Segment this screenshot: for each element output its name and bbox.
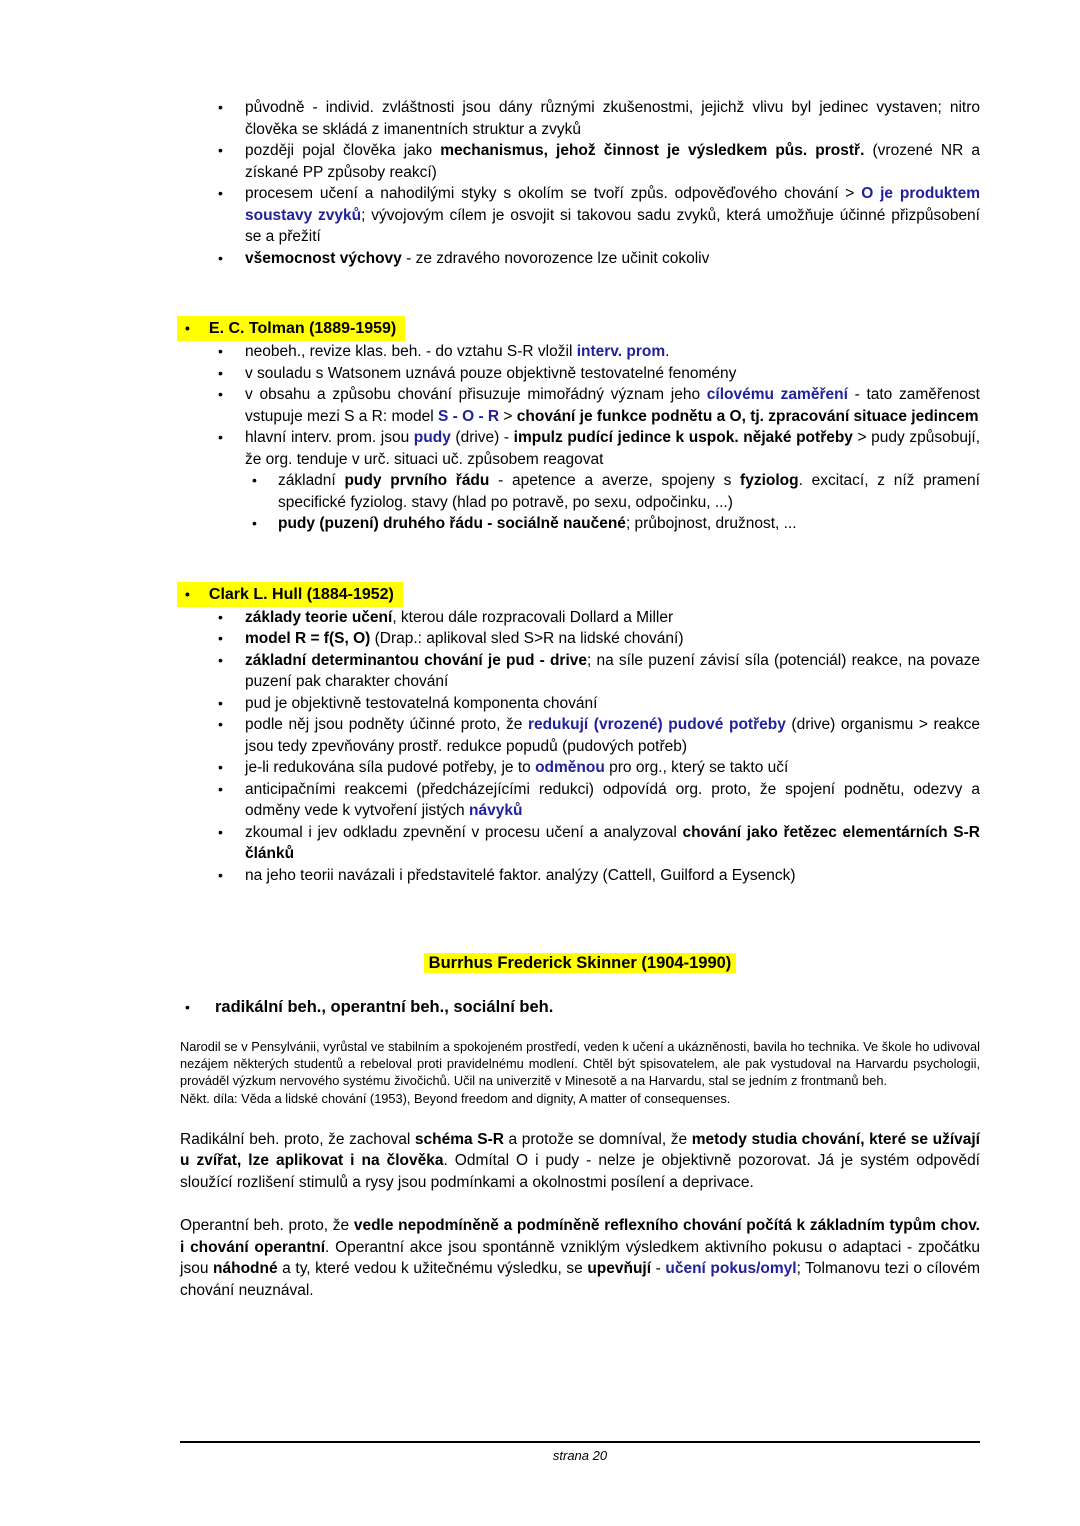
bullet-icon: •: [218, 823, 223, 840]
emphasis-blue-text: cílovému zaměření: [706, 386, 848, 403]
page-number: strana 20: [552, 1448, 608, 1463]
text-segment: - ze zdravého novorozence lze učinit cokoliv: [401, 249, 710, 267]
text-segment: . excitací, z níž pramení specifické fyziolog. stavy (hlad po potravě, po sexu, odpočinku, ...): [278, 472, 980, 511]
emphasis-bold-text: všemocnost výchovy: [245, 249, 402, 267]
text-segment: .: [665, 343, 670, 360]
emphasis-blue-text: návyků: [469, 802, 523, 819]
list-item: [180, 363, 980, 385]
main-title: [180, 952, 980, 974]
section-heading-text: E. C. Tolman (1889-1959): [208, 320, 397, 337]
text-segment: (drive) organismu > reakce jsou tedy zpevňovány prostř. redukce popudů (pudových potřeb): [245, 716, 981, 755]
bullet-icon: •: [185, 320, 190, 336]
footer-divider: [180, 1441, 980, 1443]
text-segment: Někt. díla: Věda a lidské chování (1953), Beyond freedom and dignity, A matter of consequenses.: [180, 1090, 731, 1106]
list-item: [180, 714, 980, 757]
list-item: [180, 341, 980, 363]
text-segment: a protože se domníval, že: [503, 1130, 692, 1148]
text-segment: - tato zaměřenost vstupuje mezi S a R: model: [245, 386, 980, 425]
bullet-icon: •: [252, 472, 257, 488]
text-segment: v souladu s Watsonem uznává pouze objektivně testovatelné fenomény: [245, 364, 737, 382]
bullet-icon: •: [218, 866, 223, 883]
bullet-icon: •: [218, 608, 223, 625]
section-heading: [180, 582, 980, 607]
bullet-icon: •: [185, 999, 190, 1015]
text-segment: podle něj jsou podněty účinné proto, že: [245, 716, 528, 733]
text-segment: . Operantní akce jsou spontánně vzniklým výsledkem aktivního pokusu o adaptaci - zpočátku jsou: [180, 1238, 980, 1278]
highlighted-title: Burrhus Frederick Skinner (1904-1990): [424, 953, 737, 973]
bullet-list: [180, 995, 980, 1019]
emphasis-bold-text: model R = f(S, O): [245, 630, 371, 647]
small-paragraph: [180, 1038, 980, 1090]
list-item: [180, 779, 980, 822]
text-segment: ; průbojnost, družnost, ...: [625, 515, 797, 532]
bullet-list: [180, 341, 980, 535]
text-segment: hlavní interv. prom. jsou: [245, 429, 414, 446]
text-segment: >: [499, 407, 517, 425]
emphasis-bold-text: chování jako řetězec elementárních S-R článků: [245, 823, 980, 862]
list-item: [180, 757, 980, 779]
bullet-icon: •: [218, 429, 223, 445]
bullet-icon: •: [218, 364, 223, 381]
emphasis-bold-text: schéma S-R: [414, 1130, 504, 1148]
bullet-icon: •: [218, 651, 223, 668]
emphasis-blue-text: interv. prom: [576, 343, 666, 360]
document-content: [180, 97, 980, 1301]
text-segment: ; vývojovým cílem je osvojit si takovou sadu zvyků, která umožňuje účinné přizpůsobení se a přežití: [245, 206, 980, 245]
list-item: [180, 628, 980, 650]
emphasis-blue-text: O je produktem soustavy zvyků: [245, 185, 980, 224]
emphasis-bold-text: pudy (puzení) druhého řádu - sociálně naučené: [278, 515, 626, 532]
emphasis-bold-text: základní determinantou chování je pud - drive: [245, 651, 587, 669]
emphasis-blue-text: odměnou: [535, 759, 605, 776]
section-heading-text: Clark L. Hull (1884-1952): [208, 585, 394, 603]
text-segment: je-li redukována síla pudové potřeby, je to: [245, 759, 536, 776]
bullet-icon: •: [218, 386, 223, 402]
text-segment: (vrozené NR a získané PP způsoby reakcí): [245, 142, 981, 181]
text-segment: Narodil se v Pensylvánii, vyrůstal ve stabilním a spokojeném prostředí, veden k učení a ukázněnosti, bavila ho technika. Ve škole ho udivoval nezájem některých studentů a rebeloval proti pravidelnému modlení. Chtěl být spisovatelem, ale pak vystudoval na Harvardu psychologii, prováděl výzkum nervového systému živočichů. Učil na univerzitě v Minesotě a na Harvardu, stal se jedním z frontmanů beh.: [180, 1039, 980, 1089]
emphasis-bold-text: pudy prvního řádu: [344, 472, 490, 489]
list-item: [180, 384, 980, 427]
text-segment: , kterou dále rozpracovali Dollard a Miller: [392, 608, 674, 626]
text-segment: pud je objektivně testovatelná komponenta chování: [245, 694, 598, 712]
text-segment: původně - individ. zvláštnosti jsou dány různými zkušenostmi, jejichž vlivu byl jedinec vystaven; nitro člověka se skládá z imanentních struktur a zvyků: [245, 99, 980, 138]
text-segment: procesem učení a nahodilými styky s okolím se tvoří způs. odpověďového chování >: [245, 185, 862, 202]
list-item: [180, 607, 980, 629]
emphasis-blue-text: redukují (vrozené) pudové potřeby: [527, 716, 786, 733]
emphasis-bold-text: chování je funkce podnětu a O, tj. zpracování situace jedincem: [516, 407, 979, 425]
text-segment: - apetence a averze, spojeny s: [489, 472, 741, 489]
text-segment: na jeho teorii navázali i představitelé faktor. analýzy (Cattell, Guilford a Eysenck): [245, 866, 796, 884]
bullet-list: [180, 97, 980, 269]
list-item: [180, 183, 980, 248]
list-item: [180, 995, 980, 1019]
emphasis-bold-text: vedle nepodmíněně a podmíněně reflexního chování počítá k základním typům chov. i chování operantní: [180, 1217, 980, 1256]
text-segment: . Odmítal O i pudy - nelze je objektivně pozorovat. Já je systém odpovědí sloužící rozlišení stimulů a rysy jsou podmínkami a okolnostmi posílení a deprivace.: [180, 1152, 980, 1191]
bullet-icon: •: [218, 759, 223, 775]
bullet-icon: •: [252, 515, 257, 531]
bullet-icon: •: [218, 99, 223, 115]
bullet-icon: •: [218, 630, 223, 646]
bullet-icon: •: [218, 249, 223, 266]
list-item: [180, 248, 980, 270]
emphasis-bold-text: impulz pudící jedince k uspok. nějaké potřeby: [513, 429, 853, 446]
highlighted-heading: [177, 316, 405, 341]
list-item: [180, 513, 980, 535]
text-segment: a ty, které vedou k užitečnému výsledku, se: [277, 1260, 588, 1278]
bullet-icon: •: [218, 142, 223, 158]
list-item: [180, 97, 980, 140]
section-heading: [180, 316, 980, 341]
emphasis-bold-text: radikální beh., operantní beh., sociální beh.: [215, 998, 554, 1016]
list-item: [180, 470, 980, 513]
emphasis-blue-text: S - O - R: [437, 407, 500, 425]
text-segment: pro org., který se takto učí: [604, 759, 789, 776]
list-item: [180, 140, 980, 183]
text-segment: anticipačními reakcemi (předcházejícími redukci) odpovídá org. proto, že spojení podnětu, odezvy a odměny vede k vytvoření jistých: [245, 780, 980, 819]
list-item: [180, 822, 980, 865]
emphasis-bold-text: základy teorie učení: [245, 608, 393, 626]
text-segment: ; Tolmanovu tezi o cílovém chování neuznával.: [180, 1260, 980, 1299]
text-segment: Radikální beh. proto, že zachoval: [180, 1130, 415, 1148]
paragraph: [180, 1129, 980, 1194]
text-segment: -: [651, 1260, 666, 1278]
emphasis-bold-text: náhodné: [213, 1260, 278, 1278]
text-segment: (drive) -: [450, 429, 514, 446]
list-item: [180, 650, 980, 693]
list-item: [180, 427, 980, 470]
text-segment: Operantní beh. proto, že: [180, 1217, 354, 1235]
highlighted-heading: [177, 582, 403, 607]
text-segment: později pojal člověka jako: [245, 142, 441, 159]
text-segment: základní: [278, 472, 345, 489]
bullet-icon: •: [218, 343, 223, 359]
paragraph: [180, 1215, 980, 1301]
page-footer: [180, 1441, 980, 1463]
text-segment: (Drap.: aplikoval sled S>R na lidské chování): [370, 630, 684, 647]
emphasis-bold-text: mechanismus, jehož činnost je výsledkem půs. prostř.: [440, 142, 865, 159]
emphasis-blue-text: učení pokus/omyl: [665, 1260, 797, 1278]
list-item: [180, 693, 980, 715]
text-segment: ; na síle puzení závisí síla (potenciál) reakce, na povaze puzení pak charakter chování: [245, 651, 980, 690]
list-item: [180, 865, 980, 887]
emphasis-bold-text: fyziolog: [740, 472, 799, 489]
emphasis-bold-text: metody studia chování, které se užívají u zvířat, lze aplikovat i na člověka: [180, 1130, 980, 1170]
biography-note: [180, 1038, 980, 1107]
bullet-list: [180, 607, 980, 887]
bullet-icon: •: [218, 185, 223, 201]
bullet-icon: •: [218, 780, 223, 797]
bullet-icon: •: [218, 694, 223, 711]
text-segment: zkoumal i jev odkladu zpevnění v procesu učení a analyzoval: [245, 823, 683, 841]
text-segment: v obsahu a způsobu chování přisuzuje mimořádný význam jeho: [245, 386, 707, 403]
emphasis-blue-text: pudy: [413, 429, 451, 446]
small-paragraph: [180, 1090, 980, 1107]
bullet-icon: •: [218, 716, 223, 732]
text-segment: > pudy způsobují, že org. tenduje v urč. situaci uč. způsobem reagovat: [245, 429, 980, 468]
bullet-icon: •: [185, 585, 190, 602]
text-segment: neobeh., revize klas. beh. - do vztahu S-R vložil: [245, 343, 577, 360]
emphasis-bold-text: upevňují: [587, 1260, 652, 1278]
